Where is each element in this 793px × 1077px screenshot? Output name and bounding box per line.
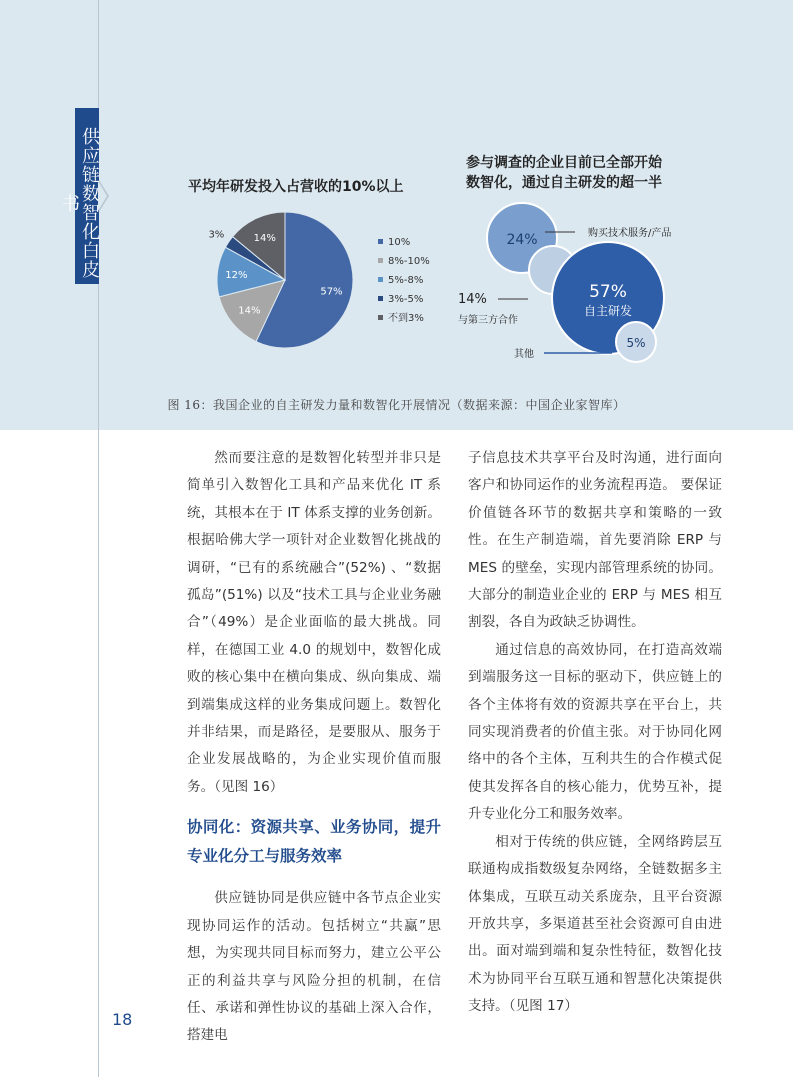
legend-swatch	[378, 315, 383, 320]
legend-swatch	[378, 277, 383, 282]
pie-slice-label: 57%	[320, 286, 343, 298]
legend-swatch	[378, 258, 383, 263]
pie-chart	[200, 205, 460, 365]
section-heading: 协同化：资源共享、业务协同，提升专业化分工与服务效率	[187, 818, 441, 866]
spine-arrow-icon	[99, 180, 109, 212]
bubble-chart-title-line2: 数智化，通过自主研发的超一半	[466, 175, 662, 191]
pie-slice-label: 14%	[238, 305, 261, 317]
bubble-value: 57%	[589, 282, 627, 302]
callout-value: 14%	[458, 292, 487, 307]
bubble-value: 24%	[506, 232, 538, 248]
figure-caption: 图 16：我国企业的自主研发力量和数智化开展情况（数据来源：中国企业家智库）	[167, 398, 626, 412]
right-paragraph-3: 相对于传统的供应链，全网络跨层互联通构成指数级复杂网络，全链数据多主体集成，互联互动关系庞杂，且平台资源开放共享，多渠道甚至社会资源可自由进出。面对端到端和复杂性特征，数智化技术为协同平台互联互通和智慧化决策提供支持。（见图 17）	[468, 833, 722, 1015]
legend-label: 10%	[388, 237, 411, 248]
pie-slice-label: 14%	[253, 232, 276, 244]
page-number: 18	[112, 1010, 133, 1029]
legend-label: 8%-10%	[388, 256, 430, 267]
pie-slice-label: 12%	[225, 269, 248, 281]
pie-chart-title: 平均年研发投入占营收的10%以上	[188, 179, 404, 195]
left-column	[187, 445, 441, 1050]
bubble-chart-title	[466, 153, 662, 193]
bubble-value: 5%	[626, 336, 646, 350]
right-paragraph-2: 通过信息的高效协同，在打造高效端到端服务这一目标的驱动下，供应链上的各个主体将有效的资源共享在平台上，共同实现消费者的价值主张。对于协同化网络中的各个主体，互利共生的合作模式促使其发挥各自的核心能力，优势互补，提升专业化分工和服务效率。	[468, 641, 722, 823]
callout-label: 与第三方合作	[458, 315, 518, 326]
callout-label: 购买技术服务/产品	[588, 228, 672, 239]
bubble-chart-title-line1: 参与调查的企业目前已全部开始	[466, 155, 662, 171]
legend-label: 5%-8%	[388, 275, 424, 286]
legend-swatch	[378, 239, 383, 244]
spine-title: 供应链数智化白皮书	[75, 108, 99, 284]
right-column	[468, 445, 722, 1021]
left-paragraph-2: 供应链协同是供应链中各节点企业实现协同运作的活动。包括树立“共赢”思想，为实现共同目标而努力，建立公平公正的利益共享与风险分担的机制，在信任、承诺和弹性协议的基础上深入合作，搭建电	[187, 890, 441, 1044]
legend-label: 不到3%	[388, 313, 424, 324]
bubble-label: 自主研发	[583, 304, 633, 318]
right-paragraph-1: 子信息技术共享平台及时沟通，进行面向客户和协同运作的业务流程再造。 要保证价值链各环节的数据共享和策略的一致性。在生产制造端，首先要消除 ERP 与 MES 的壁垒，实现内部管理系统的协同。大部分的制造业企业的 ERP 与 MES 相互割裂，各自为政缺乏协调性。	[468, 450, 722, 631]
legend-label: 3%-5%	[388, 294, 424, 305]
pie-slice-label: 3%	[208, 229, 225, 241]
left-paragraph-1: 然而要注意的是数智化转型并非只是简单引入数智化工具和产品来优化 IT 系统，其根本在于 IT 体系支撑的业务创新。根据哈佛大学一项针对企业数智化挑战的调研，“已有的系统融合”(52%) 、“数据孤岛”(51%) 以及“技术工具与企业业务融合”（49%）是企业面临的最大挑战。同样，在德国工业 4.0 的规划中，数智化成败的核心集中在横向集成、纵向集成、端到端集成这样的业务集成问题上。数智化并非结果，而是路径，是要服从、服务于企业发展战略的，为企业实现价值而服务。（见图 16）	[187, 450, 441, 795]
legend-swatch	[378, 296, 383, 301]
bubble-chart	[450, 195, 710, 370]
callout-label: 其他	[514, 349, 534, 360]
